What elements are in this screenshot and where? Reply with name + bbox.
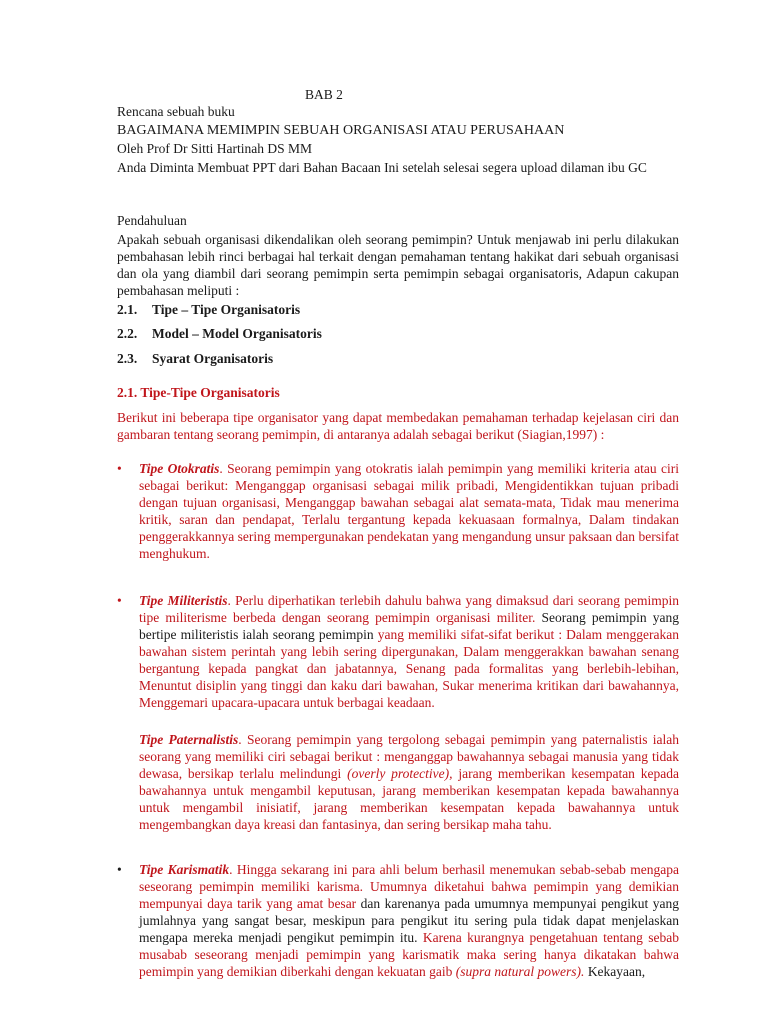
type-title: Tipe Otokratis: [139, 461, 220, 476]
author-line: Oleh Prof Dr Sitti Hartinah DS MM: [117, 141, 312, 156]
bullet-glyph: •: [117, 593, 122, 608]
type-text: . Seorang pemimpin yang tergolong sebagai pemimpin yang paternalistis ialah seorang yang memiliki ciri sebagai berikut : menganggap bawahannya sebagai manusia yang tidak dewasa, bersikap terlalu melindungi: [139, 732, 679, 781]
type-title: Tipe Militeristis: [139, 593, 228, 608]
intro-paragraph: Apakah sebuah organisasi dikendalikan oleh seorang pemimpin? Untuk menjawab ini perlu dilakukan pembahasan lebih rinci berbagai hal terkait dengan pemahaman tentang hakikat dari sebuah organisasi dan ola yang diambil dari seorang pemimpin serta pemimpin sebagai organisatoris, Adapun cakupan pembahasan meliputi :: [117, 232, 679, 298]
type-text-italic: (overly protective),: [347, 766, 453, 781]
type-title: Tipe Karismatik: [139, 862, 230, 877]
bullet-glyph: •: [117, 862, 122, 877]
toc-label: Tipe – Tipe Organisatoris: [152, 302, 301, 317]
type-text: Karena kurangnya pengetahuan tentang sebab musabab seseorang menjadi pemimpin yang karismatik maka sering hanya dikatakan bahwa pemimpin yang demikian diberkahi dengan kekuatan gaib: [139, 930, 679, 979]
toc-number: 2.2.: [117, 326, 138, 341]
book-title: BAGAIMANA MEMIMPIN SEBUAH ORGANISASI ATAU PERUSAHAAN: [117, 123, 565, 138]
bullet-glyph: •: [117, 461, 122, 476]
toc-number: 2.1.: [117, 302, 138, 317]
type-militeristis: [139, 592, 679, 711]
section-intro: Berikut ini beberapa tipe organisator yang dapat membedakan pemahaman terhadap kejelasan ciri dan gambaran tentang seorang pemimpin, di antaranya adalah sebagai berikut (Siagian,1997) :: [117, 410, 679, 442]
type-text: yang memiliki sifat-sifat berikut : Dalam menggerakan bawahan sistem perintah yang lebih sering dipergunakan, Dalam menggerakkan bawahan senang bergantung kepada pangkat dan jabatannya, Senang pada formalitas yang berlebih-lebihan, Menuntut disiplin yang tinggi dan kaku dari bawahan, Sukar menerima kritikan dari bawahannya, Menggemari upacara-upacara untuk berbagai keadaan.: [139, 627, 679, 710]
intro-heading: Pendahuluan: [117, 213, 187, 228]
toc-label: Syarat Organisatoris: [152, 351, 274, 366]
type-text: dan karenanya pada umumnya mempunyai pengikut yang jumlahnya yang sangat besar, meskipun para pengikut itu sering pula tidak dapat menjelaskan mengapa mereka menjadi pengikut pemimpin itu.: [139, 896, 680, 945]
type-text: . Hingga sekarang ini para ahli belum berhasil menemukan sebab-sebab mengapa seseorang pemimpin memiliki karisma. Umumnya diketahui bahwa pemimpin yang demikian mempunyai daya tarik yang amat besar: [139, 862, 679, 911]
type-text: . Perlu diperhatikan terlebih dahulu bahwa yang dimaksud dari seorang pemimpin tipe militerisme berbeda dengan seorang pemimpin organisasi militer.: [139, 593, 679, 625]
toc-item-3: [117, 350, 679, 367]
type-paternalistis: [139, 731, 679, 833]
chapter-title: BAB 2: [305, 87, 343, 102]
type-text: jarang memberikan kesempatan kepada bawahannya untuk mengambil keputusan, jarang memberikan kesempatan kepada bawahannya untuk mengambil inisiatif, jarang memberikan kesempatan kepada bawahannya untuk mengembangkan daya kreasi dan fantasinya, dan sering bersikap maha tahu.: [139, 766, 679, 832]
toc-item-1: [117, 301, 679, 318]
type-text: . Seorang pemimpin yang otokratis ialah pemimpin yang memiliki kriteria atau ciri sebagai berikut: Menganggap organisasi sebagai milik pribadi, Mengidentikkan tujuan pribadi dengan tujuan organisasi, Menganggap bawahan sebagai alat semata-mata, Tidak mau menerima kritik, saran dan pendapat, Terlalu tergantung kepada kekuasaan formalnya, Dalam tindakan penggerakkannya sering mempergunakan pendekatan yang mengandung unsur paksaan dan bersifat menghukum.: [139, 461, 680, 561]
toc-item-2: [117, 325, 679, 342]
toc-label: Model – Model Organisatoris: [152, 326, 322, 341]
type-title: Tipe Paternalistis: [139, 732, 239, 747]
section-heading: 2.1. Tipe-Tipe Organisatoris: [117, 385, 280, 400]
toc-number: 2.3.: [117, 351, 138, 366]
type-karismatik: [139, 861, 679, 980]
type-text-italic: (supra natural powers).: [455, 964, 585, 979]
type-text: Kekayaan,: [584, 964, 646, 979]
type-otokratis: [139, 460, 679, 562]
type-text: Seorang pemimpin yang bertipe militeristis ialah seorang pemimpin: [139, 610, 679, 642]
book-plan-line: Rencana sebuah buku: [117, 104, 235, 119]
instruction-line: Anda Diminta Membuat PPT dari Bahan Bacaan Ini setelah selesai segera upload dilaman ibu GC: [117, 160, 647, 175]
